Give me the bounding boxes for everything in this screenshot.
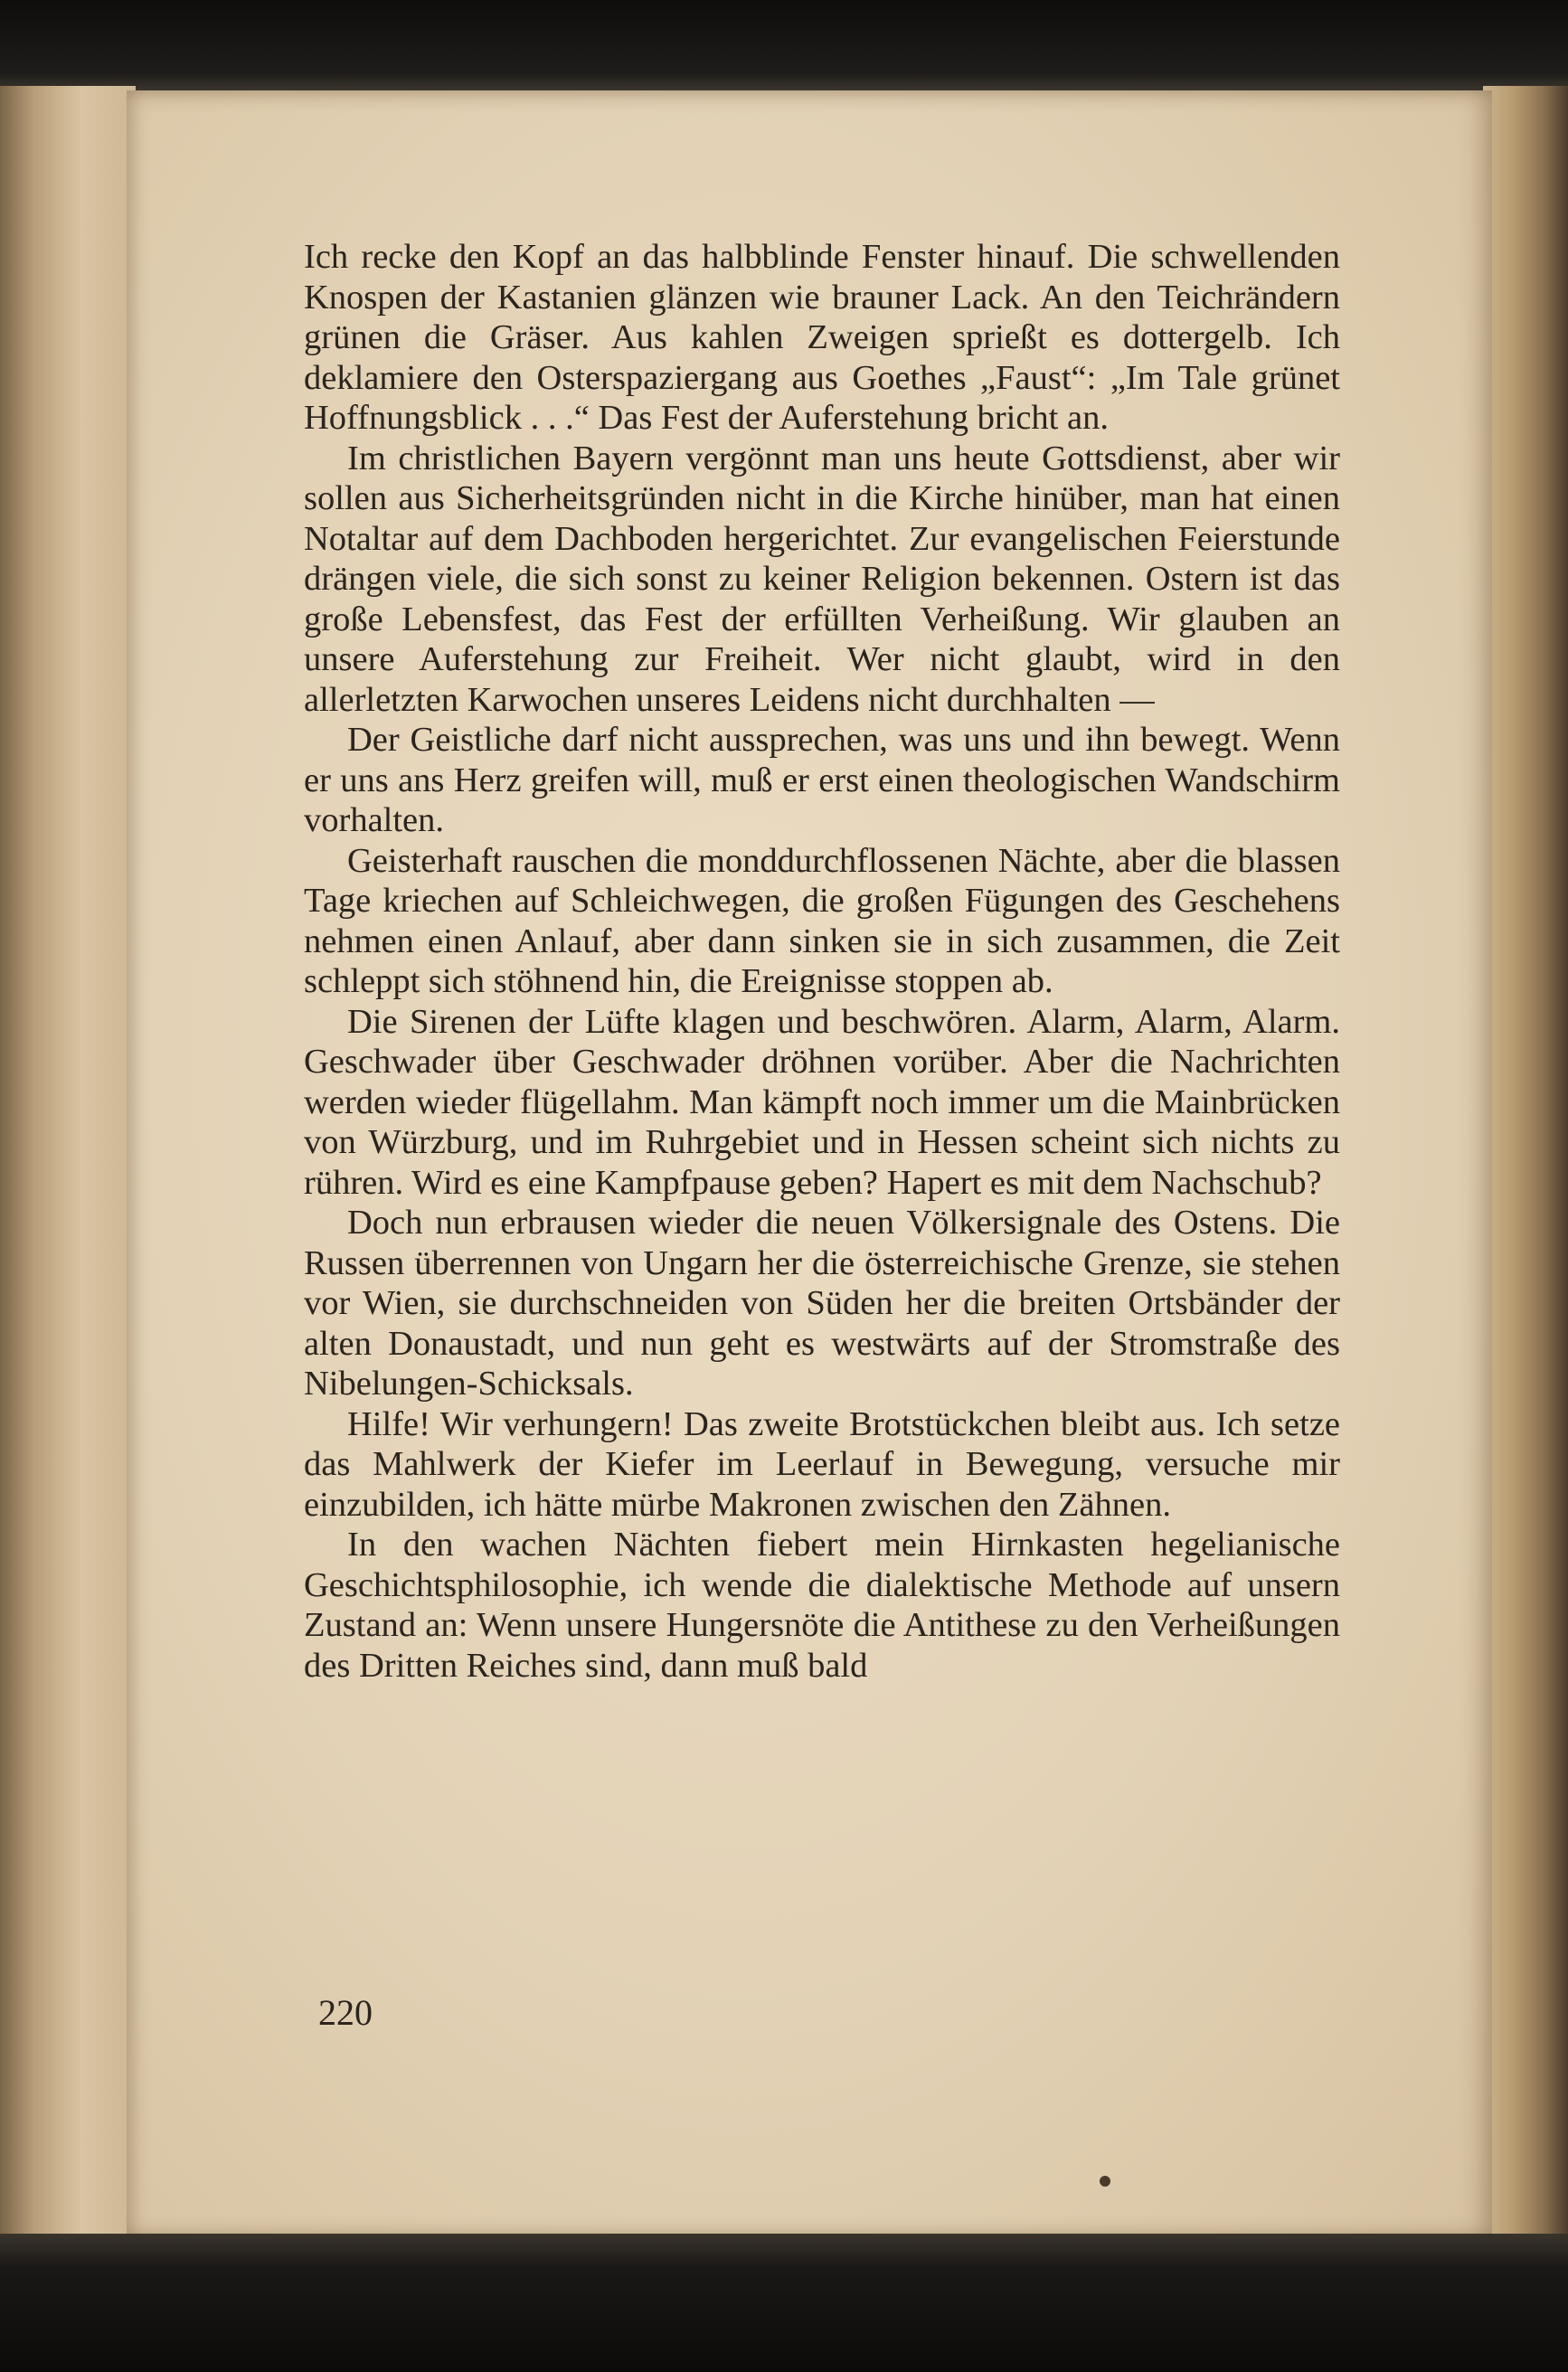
body-text (304, 237, 1340, 1686)
paragraph: Hilfe! Wir verhungern! Das zweite Brotstückchen bleibt aus. Ich setze das Mahlwerk der Kiefer im Leerlauf in Bewegung, versuche mir einzubilden, ich hätte mürbe Makronen zwischen den Zähnen. (304, 1404, 1340, 1524)
paragraph: In den wachen Nächten fiebert mein Hirnkasten hegelianische Geschichtsphilosophie, ich wende die dialektische Methode auf unsern Zustand an: Wenn unsere Hungersnöte die Antithese zu den Verheißungen des Dritten Reiches sind, dann muß bald (304, 1526, 1340, 1685)
background-bottom (0, 2234, 1568, 2372)
paragraph: Die Sirenen der Lüfte klagen und beschwören. Alarm, Alarm, Alarm. Geschwader über Geschwader dröhnen vorüber. Aber die Nachrichten werden wieder flügellahm. Man kämpft noch immer um die Mainbrücken von Würzburg, und im Ruhrgebiet und in Hessen scheint sich nichts zu rühren. Wird es eine Kampfpause geben? Hapert es mit dem Nachschub? (304, 1002, 1340, 1202)
background-top (0, 0, 1568, 90)
paragraph: Im christlichen Bayern vergönnt man uns heute Gottsdienst, aber wir sollen aus Sicherheitsgründen nicht in die Kirche hinüber, man hat einen Notaltar auf dem Dachboden hergerichtet. Zur evangelischen Feierstunde drängen viele, die sich sonst zu keiner Religion bekennen. Ostern ist das große Lebensfest, das Fest der erfüllten Verheißung. Wir glauben an unsere Auferstehung zur Freiheit. Wer nicht glaubt, wird in den allerletzten Karwochen unseres Leidens nicht durchhalten — (304, 439, 1340, 719)
paragraph: Geisterhaft rauschen die monddurchflossenen Nächte, aber die blassen Tage kriechen auf Schleichwegen, die großen Fügungen des Geschehens nehmen einen Anlauf, aber dann sinken sie in sich zusammen, die Zeit schleppt sich stöhnend hin, die Ereignisse stoppen ab. (304, 841, 1340, 1000)
paragraph: Ich recke den Kopf an das halbblinde Fenster hinauf. Die schwellenden Knospen der Kastanien glänzen wie brauner Lack. An den Teichrändern grünen die Gräser. Aus kahlen Zweigen sprießt es dottergelb. Ich deklamiere den Osterspaziergang aus Goethes „Faust“: „Im Tale grünet Hoffnungsblick . . .“ Das Fest der Auferstehung bricht an. (304, 238, 1340, 437)
paragraph: Doch nun erbrausen wieder die neuen Völkersignale des Ostens. Die Russen überrennen von Ungarn her die österreichische Grenze, sie stehen vor Wien, sie durchschneiden von Süden her die breiten Ortsbänder der alten Donaustadt, und nun geht es westwärts auf der Stromstraße des Nibelungen-Schicksals. (304, 1204, 1340, 1403)
ink-speck (1100, 2176, 1110, 2187)
page-stack-right (1483, 86, 1568, 2247)
page-stack-left (0, 86, 136, 2247)
paragraph: Der Geistliche darf nicht aussprechen, was uns und ihn bewegt. Wenn er uns ans Herz greifen will, muß er erst einen theologischen Wandschirm vorhalten. (304, 721, 1340, 839)
page-number: 220 (318, 1992, 373, 2033)
